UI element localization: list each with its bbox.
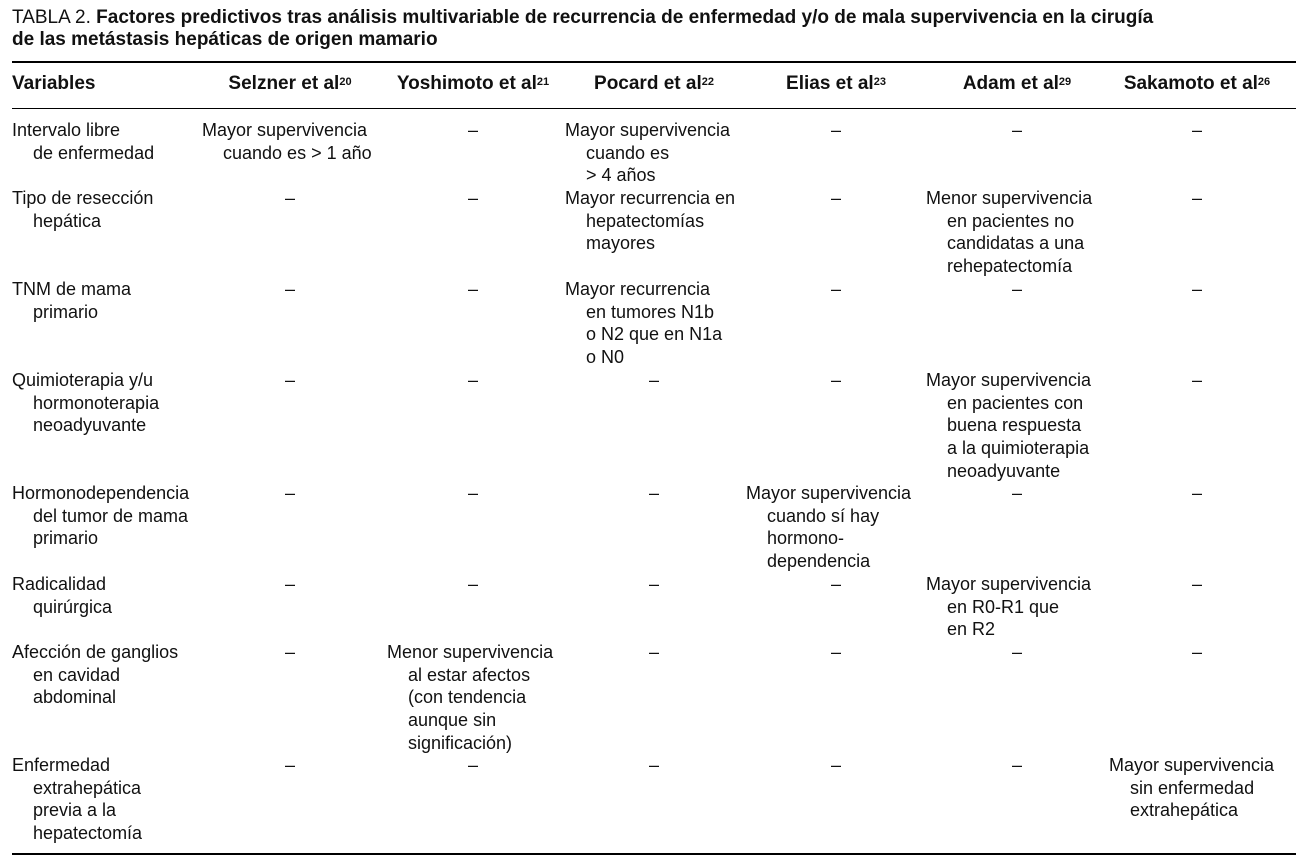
row-0-col-2-empty: –	[467, 120, 479, 140]
row-6-variable	[12, 641, 178, 709]
row-6-col-2-cell	[387, 641, 553, 755]
row-0-col-3-line: Mayor supervivencia	[565, 120, 731, 140]
caption-label: TABLA 2.	[12, 7, 91, 28]
row-4-variable	[12, 482, 189, 550]
row-6-col-6-empty: –	[1191, 642, 1203, 662]
row-6-col-2-line: Menor supervivencia	[387, 642, 554, 662]
row-6-col-1-empty: –	[284, 642, 296, 662]
row-7-col-5-empty: –	[1011, 755, 1023, 775]
row-3-variable	[12, 369, 159, 437]
row-3-col-5-line: Mayor supervivencia	[926, 370, 1092, 390]
caption-line-1	[12, 7, 1292, 29]
row-2-col-6-empty: –	[1191, 279, 1203, 299]
header-pocard: Pocard et $al^{22}$	[594, 73, 714, 94]
row-1-col-5-cell	[926, 187, 1092, 278]
row-0-col-1-line: Mayor supervivencia	[202, 120, 368, 140]
row-3-col-5-line: a la quimioterapia	[947, 438, 1090, 459]
row-4-variable-line: Hormonodependencia	[12, 483, 190, 503]
row-0-col-6-empty: –	[1191, 120, 1203, 140]
row-6-variable-line: abdominal	[33, 687, 117, 708]
row-7-col-3-empty: –	[648, 755, 660, 775]
row-5-col-6-empty: –	[1191, 574, 1203, 594]
row-0-col-3-cell	[565, 119, 730, 187]
row-3-col-5-cell	[926, 369, 1091, 483]
row-1-col-2-empty: –	[467, 188, 479, 208]
row-0-col-5-empty: –	[1011, 120, 1023, 140]
table-bottom-rule	[12, 853, 1296, 855]
row-4-col-4-line: Mayor supervivencia	[746, 483, 912, 503]
row-4-col-4-line: dependencia	[767, 551, 871, 572]
row-7-variable-line: previa a la	[33, 800, 117, 821]
row-2-col-3-line: o N2 que en N1a	[586, 324, 723, 345]
row-2-variable-line: TNM de mama	[12, 279, 132, 299]
table-header-rule	[12, 108, 1296, 109]
row-5-variable-line: quirúrgica	[33, 596, 113, 617]
row-3-col-5-line: en pacientes con	[947, 392, 1084, 413]
row-1-variable-line: hepática	[33, 210, 102, 231]
row-2-col-3-line: en tumores N1b	[586, 301, 715, 322]
row-3-col-5-line: neoadyuvante	[947, 460, 1061, 481]
header-adam: Adam et $al^{29}$	[962, 73, 1072, 94]
row-0-col-3-line: > 4 años	[586, 165, 656, 186]
row-1-col-4-empty: –	[830, 188, 842, 208]
row-5-col-4-empty: –	[830, 574, 842, 594]
row-3-col-4-empty: –	[830, 370, 842, 390]
row-3-col-6-empty: –	[1191, 370, 1203, 390]
row-6-col-5-empty: –	[1011, 642, 1023, 662]
row-6-col-2-line: significación)	[408, 732, 513, 753]
row-7-col-6-cell	[1109, 754, 1274, 822]
row-4-col-4-line: hormono-	[767, 528, 845, 549]
row-1-col-5-line: Menor supervivencia	[926, 188, 1093, 208]
caption-title-line-2: de las metástasis hepáticas de origen mamario	[12, 29, 438, 50]
row-0-col-3-line: cuando es	[586, 142, 670, 163]
row-7-col-2-empty: –	[467, 755, 479, 775]
row-6-col-2-line: aunque sin	[408, 710, 497, 731]
row-4-col-5-empty: –	[1011, 483, 1023, 503]
row-7-variable	[12, 754, 142, 845]
header-variables: Variables	[12, 73, 96, 94]
row-2-col-3-line: o N0	[586, 347, 625, 368]
row-2-col-1-empty: –	[284, 279, 296, 299]
row-0-col-4-empty: –	[830, 120, 842, 140]
row-4-col-3-empty: –	[648, 483, 660, 503]
row-1-col-3-line: hepatectomías	[586, 210, 705, 231]
row-3-variable-line: hormonoterapia	[33, 392, 160, 413]
header-elias: Elias et $al^{23}$	[786, 73, 886, 94]
row-3-col-2-empty: –	[467, 370, 479, 390]
row-3-col-5-line: buena respuesta	[947, 415, 1082, 436]
row-4-col-4-cell	[746, 482, 911, 573]
row-7-variable-line: hepatectomía	[33, 823, 143, 844]
row-5-col-3-empty: –	[648, 574, 660, 594]
row-2-col-5-empty: –	[1011, 279, 1023, 299]
row-4-variable-line: del tumor de mama	[33, 505, 189, 526]
row-6-col-3-empty: –	[648, 642, 660, 662]
row-5-col-5-line: Mayor supervivencia	[926, 574, 1092, 594]
row-7-variable-line: Enfermedad	[12, 755, 111, 775]
row-0-variable-line: de enfermedad	[33, 142, 155, 163]
row-1-col-5-line: rehepatectomía	[947, 256, 1073, 277]
row-6-col-2-line: (con tendencia	[408, 687, 527, 708]
row-7-col-4-empty: –	[830, 755, 842, 775]
row-7-col-6-line: extrahepática	[1130, 800, 1239, 821]
table-caption	[12, 7, 1292, 51]
row-2-col-4-empty: –	[830, 279, 842, 299]
row-1-col-3-line: Mayor recurrencia en	[565, 188, 736, 208]
row-1-col-3-line: mayores	[586, 233, 656, 254]
row-4-col-4-line: cuando sí hay	[767, 505, 880, 526]
row-3-col-1-empty: –	[284, 370, 296, 390]
row-5-col-1-empty: –	[284, 574, 296, 594]
row-2-variable-line: primario	[33, 301, 99, 322]
row-7-col-6-line: Mayor supervivencia	[1109, 755, 1275, 775]
row-6-variable-line: Afección de ganglios	[12, 642, 179, 662]
row-7-col-1-empty: –	[284, 755, 296, 775]
row-5-col-2-empty: –	[467, 574, 479, 594]
row-0-col-1-line: cuando es > 1 año	[223, 142, 372, 163]
row-4-variable-line: primario	[33, 528, 99, 549]
header-selzner: Selzner et $al^{20}$	[228, 73, 352, 94]
row-5-variable	[12, 573, 112, 618]
row-2-col-3-line: Mayor recurrencia	[565, 279, 711, 299]
row-5-col-5-cell	[926, 573, 1091, 641]
row-1-variable	[12, 187, 153, 232]
row-4-col-6-empty: –	[1191, 483, 1203, 503]
row-1-variable-line: Tipo de resección	[12, 188, 154, 208]
row-4-col-2-empty: –	[467, 483, 479, 503]
row-5-col-5-line: en R0-R1 que	[947, 596, 1060, 617]
row-6-col-2-line: al estar afectos	[408, 664, 531, 685]
row-7-variable-line: extrahepática	[33, 777, 142, 798]
row-1-col-1-empty: –	[284, 188, 296, 208]
row-2-col-3-cell	[565, 278, 722, 369]
row-6-col-4-empty: –	[830, 642, 842, 662]
row-6-variable-line: en cavidad	[33, 664, 121, 685]
row-1-col-3-cell	[565, 187, 735, 255]
header-yoshimoto: Yoshimoto et $al^{21}$	[396, 73, 550, 94]
row-0-variable	[12, 119, 154, 164]
row-5-variable-line: Radicalidad	[12, 574, 107, 594]
row-1-col-5-line: en pacientes no	[947, 210, 1075, 231]
row-2-variable	[12, 278, 131, 323]
row-3-variable-line: Quimioterapia y/u	[12, 370, 154, 390]
row-1-col-6-empty: –	[1191, 188, 1203, 208]
row-5-col-5-line: en R2	[947, 619, 996, 640]
row-1-col-5-line: candidatas a una	[947, 233, 1085, 254]
row-3-variable-line: neoadyuvante	[33, 415, 147, 436]
table-top-rule	[12, 61, 1296, 63]
caption-title-line-1: Factores predictivos tras análisis multivariable de recurrencia de enfermedad y/o de mala supervivencia en la cirugía	[96, 7, 1154, 28]
row-0-variable-line: Intervalo libre	[12, 120, 121, 140]
row-4-col-1-empty: –	[284, 483, 296, 503]
row-7-col-6-line: sin enfermedad	[1130, 777, 1255, 798]
row-0-col-1-cell	[202, 119, 372, 164]
header-sakamoto: Sakamoto et $al^{26}$	[1123, 73, 1271, 94]
row-3-col-3-empty: –	[648, 370, 660, 390]
row-2-col-2-empty: –	[467, 279, 479, 299]
